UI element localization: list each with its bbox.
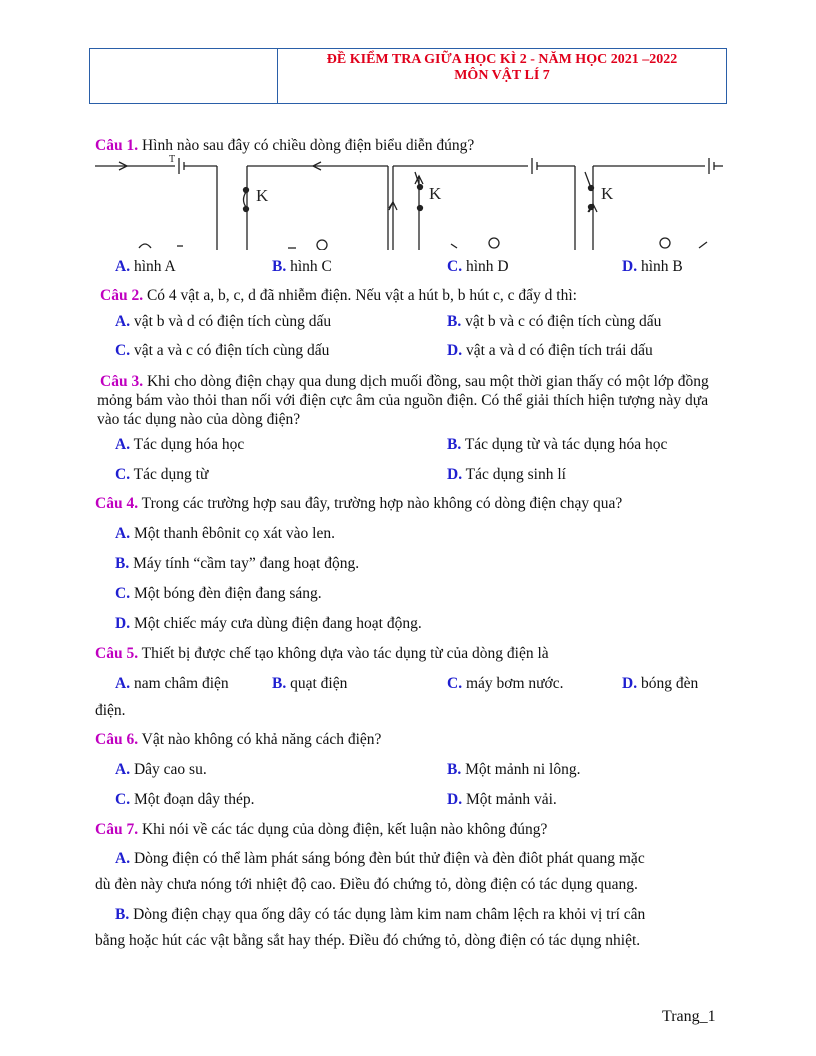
switch-label: K (429, 184, 442, 203)
q3-option-a[interactable] (115, 436, 244, 454)
option-key: D. (622, 258, 638, 275)
option-text: bóng đèn (637, 675, 699, 692)
q6-option-b[interactable] (447, 761, 580, 779)
question-3 (97, 372, 723, 429)
option-text: vật a và d có điện tích trái dấu (462, 342, 653, 359)
question-label: Câu 1. (95, 137, 139, 154)
question-label: Câu 3. (100, 373, 144, 390)
question-1 (95, 137, 474, 155)
q6-option-c[interactable] (115, 791, 255, 809)
option-text: vật b và c có điện tích cùng dấu (461, 313, 662, 330)
option-text: hình A (130, 258, 176, 275)
circuit-b (585, 158, 723, 250)
option-key: B. (447, 313, 462, 330)
question-label: Câu 2. (100, 287, 144, 304)
question-label: Câu 7. (95, 821, 139, 838)
q2-option-a[interactable] (115, 313, 331, 331)
option-text: Tác dụng từ (130, 466, 209, 483)
option-text: Dây cao su. (130, 761, 207, 778)
q3-option-b[interactable] (447, 436, 667, 454)
option-key: A. (115, 525, 131, 542)
option-key: A. (115, 258, 131, 275)
option-text: Một đoạn dây thép. (130, 791, 255, 808)
question-4 (95, 495, 622, 513)
exam-header-box (89, 48, 727, 104)
option-key: C. (447, 675, 463, 692)
question-text: Vật nào không có khả năng cách điện? (138, 731, 382, 748)
page-number: Trang_1 (662, 1008, 716, 1025)
question-2 (100, 287, 577, 305)
q5-option-b[interactable] (272, 675, 347, 693)
option-key: A. (115, 675, 131, 692)
option-text: hình C (286, 258, 332, 275)
q7-option-a-line2: dù đèn này chưa nóng tới nhiệt độ cao. Điều đó chứng tỏ, dòng điện có tác dụng quang. (95, 876, 638, 893)
q6-option-d[interactable] (447, 791, 557, 809)
q4-option-a[interactable] (115, 525, 335, 543)
header-left-cell (90, 49, 278, 103)
option-text: Dòng điện có thể làm phát sáng bóng đèn bút thử điện và đèn điôt phát quang mặc (130, 850, 645, 867)
q1-option-b[interactable] (272, 258, 332, 276)
option-key: B. (115, 555, 130, 572)
option-text: Một chiếc máy cưa dùng điện đang hoạt động. (130, 615, 422, 632)
option-key: A. (115, 761, 131, 778)
option-key: D. (447, 342, 463, 359)
option-key: B. (447, 436, 462, 453)
option-key: B. (447, 761, 462, 778)
question-label: Câu 5. (95, 645, 139, 662)
exam-title: ĐỀ KIỂM TRA GIỮA HỌC KÌ 2 - NĂM HỌC 2021 –2022 (326, 52, 678, 67)
option-text: Dòng điện chạy qua ống dây có tác dụng làm kim nam châm lệch ra khỏi vị trí cân (129, 906, 646, 923)
question-6 (95, 731, 381, 749)
option-text: Một bóng đèn điện đang sáng. (130, 585, 322, 602)
question-text: Hình nào sau đây có chiều dòng điện biểu diễn đúng? (138, 137, 475, 154)
option-key: A. (115, 436, 131, 453)
question-text: Khi nói về các tác dụng của dòng điện, kết luận nào không đúng? (138, 821, 548, 838)
option-key: C. (115, 585, 131, 602)
q5-option-d-continuation: điện. (95, 702, 126, 719)
option-text: hình D (462, 258, 509, 275)
q5-option-a[interactable] (115, 675, 229, 693)
q1-option-c[interactable] (447, 258, 509, 276)
option-key: B. (272, 258, 287, 275)
question-7 (95, 821, 547, 839)
circuit-c (244, 162, 389, 250)
question-text: Thiết bị được chế tạo không dựa vào tác dụng từ của dòng điện là (138, 645, 549, 662)
q2-option-b[interactable] (447, 313, 661, 331)
q4-option-b[interactable] (115, 555, 359, 573)
option-key: D. (115, 615, 131, 632)
option-key: C. (115, 466, 131, 483)
option-key: D. (447, 466, 463, 483)
q7-option-a[interactable] (115, 850, 645, 868)
circuit-diagrams (93, 154, 723, 250)
subject-title: MÔN VẬT LÍ 7 (454, 68, 550, 83)
option-text: Một mảnh vải. (462, 791, 557, 808)
circuit-d (389, 158, 575, 250)
option-text: vật a và c có điện tích cùng dấu (130, 342, 330, 359)
q4-option-c[interactable] (115, 585, 322, 603)
option-text: máy bơm nước. (462, 675, 564, 692)
question-text: Khi cho dòng điện chạy qua dung dịch muối đồng, sau một thời gian thấy có một lớp đồng mỏng bám vào thỏi than nối với điện cực âm của nguồn điện. Có thể giải thích hiện tượng này dựa vào tác dụng nào của dòng điện? (97, 373, 709, 428)
option-text: quạt điện (286, 675, 348, 692)
option-text: Tác dụng hóa học (130, 436, 245, 453)
svg-text:T: T (169, 154, 176, 165)
question-text: Trong các trường hợp sau đây, trường hợp nào không có dòng điện chạy qua? (138, 495, 623, 512)
header-right-cell (278, 49, 726, 103)
q1-option-a[interactable] (115, 258, 176, 276)
question-label: Câu 6. (95, 731, 139, 748)
option-key: D. (622, 675, 638, 692)
option-text: Một mảnh ni lông. (461, 761, 581, 778)
option-key: B. (272, 675, 287, 692)
q2-option-c[interactable] (115, 342, 329, 360)
q1-option-d[interactable] (622, 258, 683, 276)
q3-option-c[interactable] (115, 466, 208, 484)
option-text: nam châm điện (130, 675, 229, 692)
q2-option-d[interactable] (447, 342, 653, 360)
option-text: Tác dụng từ và tác dụng hóa học (461, 436, 668, 453)
q6-option-a[interactable] (115, 761, 207, 779)
q7-option-b[interactable] (115, 906, 645, 924)
option-text: Tác dụng sinh lí (462, 466, 566, 483)
q5-option-c[interactable] (447, 675, 564, 693)
switch-label: K (256, 186, 269, 205)
option-key: A. (115, 313, 131, 330)
option-text: Máy tính “cầm tay” đang hoạt động. (129, 555, 360, 572)
option-key: C. (115, 342, 131, 359)
q4-option-d[interactable] (115, 615, 422, 633)
option-text: vật b và d có điện tích cùng dấu (130, 313, 332, 330)
option-key: C. (447, 258, 463, 275)
question-text: Có 4 vật a, b, c, d đã nhiễm điện. Nếu vật a hút b, b hút c, c đẩy d thì: (143, 287, 577, 304)
switch-label: K (601, 184, 614, 203)
option-text: hình B (637, 258, 683, 275)
question-label: Câu 4. (95, 495, 139, 512)
option-text: Một thanh êbônit cọ xát vào len. (130, 525, 335, 542)
option-key: B. (115, 906, 130, 923)
q7-option-b-line2: bằng hoặc hút các vật bằng sắt hay thép. Điều đó chứng tỏ, dòng điện có tác dụng nhiệt. (95, 932, 641, 949)
option-key: C. (115, 791, 131, 808)
question-5 (95, 645, 549, 663)
q5-option-d[interactable] (622, 675, 698, 693)
q3-option-d[interactable] (447, 466, 566, 484)
option-key: A. (115, 850, 131, 867)
circuit-a (95, 154, 217, 250)
option-key: D. (447, 791, 463, 808)
